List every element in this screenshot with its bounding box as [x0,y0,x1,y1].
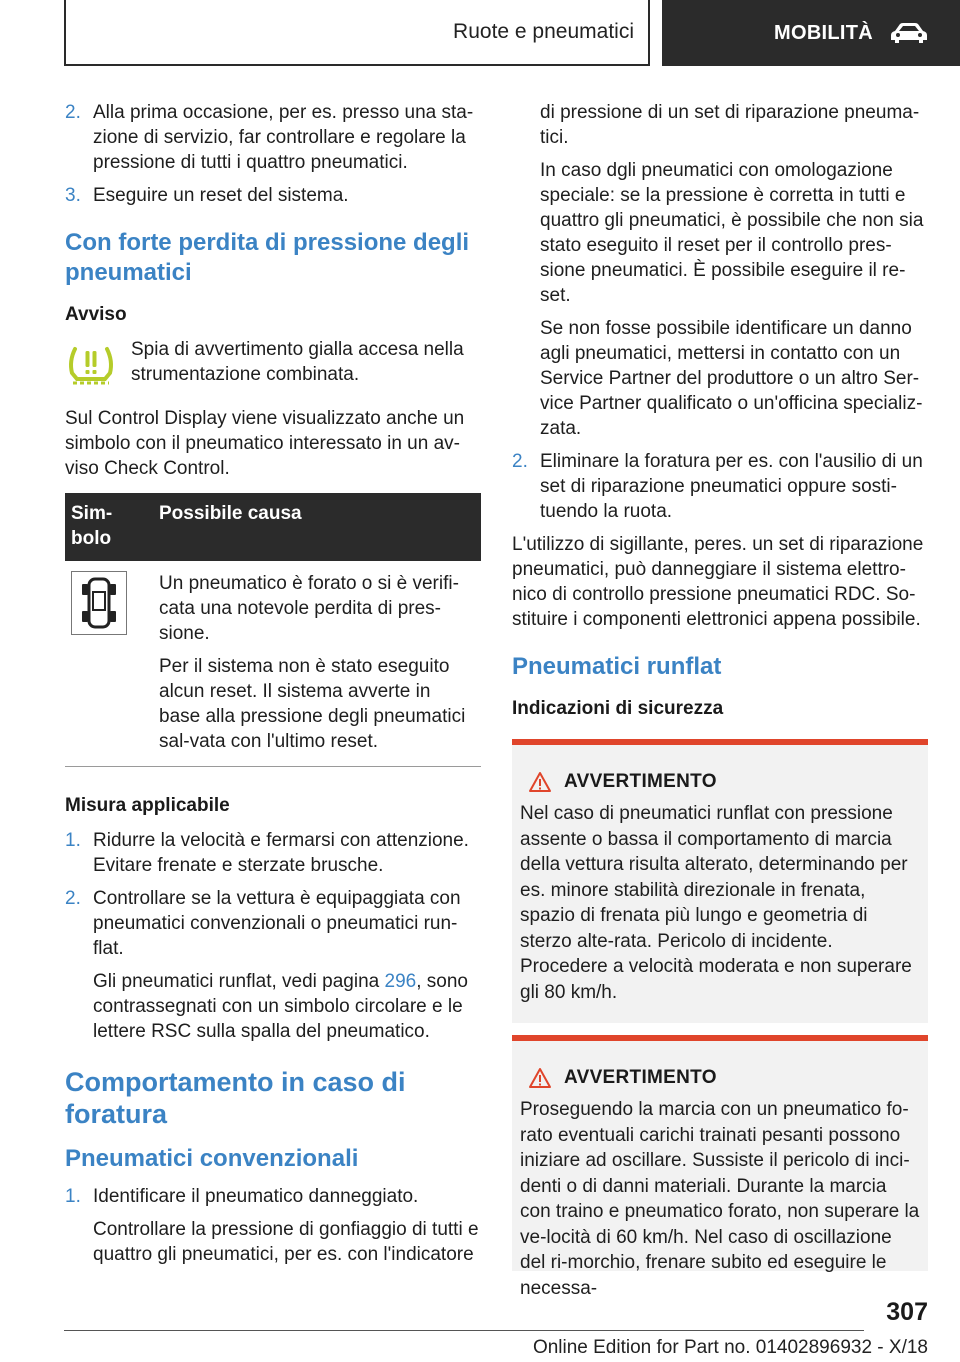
step-text: Eseguire un reset del sistema. [93,185,349,206]
list-item [65,828,481,878]
step-number: 1. [65,1186,81,1207]
step-number: 3. [65,185,81,206]
step-number: 2. [65,102,81,123]
page-link[interactable]: 296 [384,971,417,992]
list-item [65,1184,481,1209]
warning-text: Proseguendo la marcia con un pneumatico fo-rato eventuali carichi trainati pesanti possono iniziare ad oscillare. Sussiste il pericolo di inci-denti o di danni materiali. Durante la marcia con traino e pneumatico forato, non superare la ve-locità di 60 km/h. Nel caso di oscillazione del ri-morchio, frenare subito ed eseguire le necessa- [520,1099,920,1299]
avviso-title: Avviso [65,304,127,325]
warning-triangle-icon [528,1067,552,1089]
tire-pressure-warning-icon [65,343,117,387]
misura-title: Misura applicabile [65,795,230,816]
list-item [65,183,481,208]
continuation-text-3: Se non fosse possibile identificare un danno agli pneumatici, mettersi in contatto con un Service Partner del produttore o un altro Ser-vice Partner qualificato o un'officina specializ-zata. [540,318,923,439]
step-number: 1. [65,830,81,851]
warning-box [512,739,928,1023]
avviso-text: Spia di avvertimento gialla accesa nella strumentazione combinata. [131,339,464,385]
cause-table [65,493,481,767]
sealant-text: L'utilizzo di sigillante, peres. un set di riparazione pneumatici, può danneggiare il sistema elettro-nico di controllo pressione pneumatici RDC. So-stituire i componenti elettronici appena possibile. [512,534,924,630]
step-text: Alla prima occasione, per es. presso una sta-zione di servizio, far controllare e regolare la pressione di tutti i quattro pneumatici. [93,102,474,173]
list-item [512,449,928,524]
cause-text-1: Un pneumatico è forato o si è verifi-cata una notevole perdita di pres-sione. [159,573,459,644]
list-item [65,886,481,961]
heading-pressure-loss: Con forte perdita di pressione degli pneumatici [65,229,470,286]
avviso-row [65,337,481,392]
safety-title: Indicazioni di sicurezza [512,698,724,719]
table-row [65,561,481,767]
step-text: Identificare il pneumatico danneggiato. [93,1186,419,1207]
warning-text: Nel caso di pneumatici runflat con pressione assente o bassa il comportamento di marcia della vettura risulta alterato, determinando per es. minore stabilità direzionale in frenata, spazio di frenata più lungo e geometria di sterzo alte-rata. Pericolo di incidente. Procedere a velocità moderata e non superare gli 80 km/h. [520,803,912,1003]
conv-note: Controllare la pressione di gonfiaggio di tutti e quattro gli pneumatici, per es. con l'indicatore [93,1219,479,1265]
warning-title: AVVERTIMENTO [564,771,717,792]
runflat-note-post: , sono contrassegnati con un simbolo circolare e le lettere RSC sulla spalla del pneumatico. [93,971,468,1042]
heading-conventional: Pneumatici convenzionali [65,1145,359,1172]
table-header-symbol: Sim-bolo [65,493,153,561]
section-title: Ruote e pneumatici [453,20,634,43]
step-text: Controllare se la vettura è equipaggiata con pneumatici convenzionali o pneumatici run-flat. [93,888,461,959]
table-header-cause: Possibile causa [153,493,481,561]
step-text: Ridurre la velocità e fermarsi con attenzione. Evitare frenate e sterzate brusche. [93,830,469,876]
control-display-text: Sul Control Display viene visualizzato anche un simbolo con il pneumatico interessato in un av-viso Check Control. [65,408,465,479]
car-icon [889,21,929,45]
section-header [64,0,650,66]
continuation-text-2: In caso dgli pneumatici con omologazione speciale: se la pressione è corretta in tutti e quattro gli pneumatici, è possibile che non sia stato eseguito il reset per il controllo pres-sione pneumatici. È possibile eseguire il re-set. [540,160,924,306]
runflat-note [65,969,481,1044]
cause-text-2: Per il sistema non è stato eseguito alcun reset. Il sistema avverte in base alla pressione degli pneumatici sal-vata con l'ultimo reset. [159,656,466,752]
step-text: Eliminare la foratura per es. con l'ausilio di un set di riparazione pneumatici oppure sosti-tuendo la ruota. [540,451,923,522]
right-column [512,100,928,1299]
footer-divider [64,1330,864,1331]
step-number: 2. [512,451,528,472]
footer-edition: Online Edition for Part no. 01402896932 - X/18 [532,1337,928,1358]
chapter-title: MOBILITÀ [774,21,874,44]
step-number: 2. [65,888,81,909]
warning-title: AVVERTIMENTO [564,1067,717,1088]
heading-foratura: Comportamento in caso di foratura [65,1067,406,1129]
warning-box [512,1035,928,1299]
heading-runflat: Pneumatici runflat [512,653,722,680]
continuation-text-1: di pressione di un set di riparazione pneuma-tici. [540,102,920,148]
runflat-note-pre: Gli pneumatici runflat, vedi pagina [93,971,385,992]
page-number: 307 [886,1298,928,1326]
symbol-box [71,571,127,635]
warning-triangle-icon [528,771,552,793]
chapter-header [662,0,960,66]
left-column [65,100,481,1267]
car-tire-top-view-icon [81,576,117,630]
list-item [65,100,481,175]
